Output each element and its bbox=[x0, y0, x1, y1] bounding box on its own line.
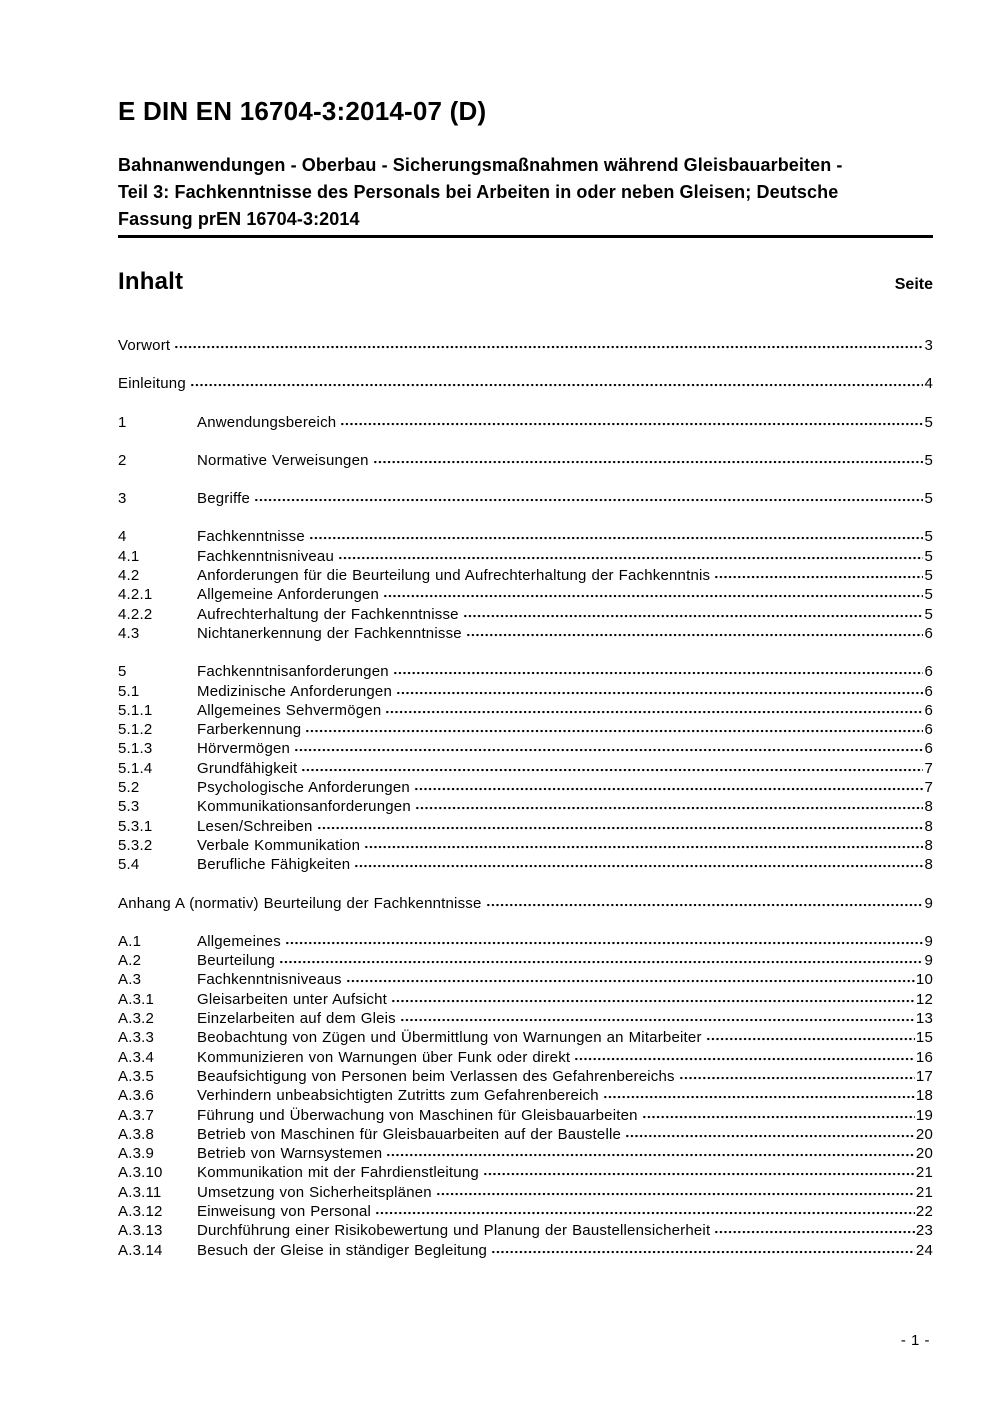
document-title-line-2: Teil 3: Fachkenntnisse des Personals bei Arbeiten in oder neben Gleisen; Deutsche bbox=[118, 182, 839, 202]
toc-leader-dots bbox=[385, 711, 923, 715]
toc-leader-dots bbox=[642, 1116, 915, 1120]
toc-entry-number: A.3.12 bbox=[118, 1202, 163, 1220]
toc-leader-dots bbox=[415, 807, 924, 811]
toc-entry-number: A.3.3 bbox=[118, 1029, 155, 1047]
toc-entry-title: Beobachtung von Zügen und Übermittlung von Warnungen an Mitarbeiter bbox=[197, 1029, 702, 1047]
toc-entry-page: 22 bbox=[915, 1202, 933, 1220]
toc-entry-title: Allgemeines Sehvermögen bbox=[197, 701, 382, 719]
toc-entry-title: Verhindern unbeabsichtigten Zutritts zum Gefahrenbereich bbox=[197, 1087, 599, 1105]
toc-entry bbox=[118, 739, 933, 758]
toc-entry bbox=[118, 894, 933, 913]
toc-leader-dots bbox=[254, 499, 923, 503]
toc-entry-title: Medizinische Anforderungen bbox=[197, 682, 392, 700]
toc-entry bbox=[118, 1163, 933, 1182]
toc-entry-number: A.3.13 bbox=[118, 1222, 163, 1240]
toc-leader-dots bbox=[463, 615, 924, 619]
toc-entry-page: 12 bbox=[915, 990, 933, 1008]
toc-entry-page: 24 bbox=[915, 1241, 933, 1259]
toc-entry-number: A.3.9 bbox=[118, 1145, 155, 1163]
toc-leader-dots bbox=[279, 961, 923, 965]
toc-leader-dots bbox=[373, 461, 924, 465]
toc-entry-page: 6 bbox=[924, 721, 933, 739]
toc-entry bbox=[118, 624, 933, 643]
toc-leader-dots bbox=[190, 384, 924, 388]
toc-entry bbox=[118, 451, 933, 470]
toc-entry-page: 6 bbox=[924, 682, 933, 700]
toc-entry bbox=[118, 1028, 933, 1047]
toc-entry-title: Betrieb von Warnsystemen bbox=[197, 1145, 383, 1163]
toc-leader-dots bbox=[174, 346, 923, 350]
toc-leader-dots bbox=[393, 672, 924, 676]
toc-entry-page: 21 bbox=[915, 1183, 933, 1201]
toc-entry-number: A.2 bbox=[118, 952, 142, 970]
toc-entry bbox=[118, 1086, 933, 1105]
toc-entry-page: 8 bbox=[924, 817, 933, 835]
toc-entry-title: Betrieb von Maschinen für Gleisbauarbeiten auf der Baustelle bbox=[197, 1125, 622, 1143]
toc-entry-number: A.3.6 bbox=[118, 1087, 155, 1105]
toc-entry-page: 8 bbox=[924, 836, 933, 854]
toc-entry-title: Durchführung einer Risikobewertung und Planung der Baustellensicherheit bbox=[197, 1222, 711, 1240]
toc-entry-title: Gleisarbeiten unter Aufsicht bbox=[197, 990, 388, 1008]
toc-entry-number: A.3.4 bbox=[118, 1048, 155, 1066]
toc-entry-title: Anwendungsbereich bbox=[197, 413, 337, 431]
page-number-footer: - 1 - bbox=[900, 1332, 930, 1349]
toc-entry bbox=[118, 1048, 933, 1067]
toc-entry bbox=[118, 527, 933, 546]
toc-entry-number: A.3.10 bbox=[118, 1164, 163, 1182]
toc-leader-dots bbox=[396, 692, 923, 696]
toc-entry-page: 21 bbox=[915, 1164, 933, 1182]
toc-entry bbox=[118, 701, 933, 720]
toc-entry-title: Kommunikation mit der Fahrdienstleitung bbox=[197, 1164, 479, 1182]
toc-entry-number: 4 bbox=[118, 528, 127, 546]
toc-entry-page: 4 bbox=[924, 375, 933, 393]
toc-leader-dots bbox=[491, 1251, 915, 1255]
toc-entry-page: 9 bbox=[924, 894, 933, 912]
toc-leader-dots bbox=[301, 769, 923, 773]
toc-entry-number: A.3.5 bbox=[118, 1067, 155, 1085]
toc-entry-page: 5 bbox=[924, 567, 933, 585]
toc-entry bbox=[118, 1125, 933, 1144]
toc-entry bbox=[118, 566, 933, 585]
toc-entry-number: A.1 bbox=[118, 932, 142, 950]
toc-entry bbox=[118, 817, 933, 836]
toc-entry-number: 4.2.1 bbox=[118, 586, 153, 604]
toc-entry-page: 8 bbox=[924, 856, 933, 874]
toc-entry-number: A.3.8 bbox=[118, 1125, 155, 1143]
toc-entry-number: 4.1 bbox=[118, 547, 140, 565]
toc-header bbox=[118, 268, 933, 296]
toc-entry-title: Farberkennung bbox=[197, 721, 302, 739]
toc-leader-dots bbox=[305, 730, 923, 734]
document-title-line-3: Fassung prEN 16704-3:2014 bbox=[118, 209, 360, 229]
toc-entry bbox=[118, 1144, 933, 1163]
toc-entry-title: Fachkenntnisniveau bbox=[197, 547, 335, 565]
toc-entry bbox=[118, 662, 933, 681]
toc-entry-title: Fachkenntnisse bbox=[197, 528, 305, 546]
toc-leader-dots bbox=[603, 1096, 915, 1100]
toc-page-column-label: Seite bbox=[894, 276, 933, 293]
toc-entry bbox=[118, 778, 933, 797]
toc-entry bbox=[118, 1221, 933, 1240]
toc-entry bbox=[118, 682, 933, 701]
toc-entry bbox=[118, 836, 933, 855]
toc-leader-dots bbox=[285, 942, 924, 946]
toc-entry-title: Kommunizieren von Warnungen über Funk oder direkt bbox=[197, 1048, 571, 1066]
toc-entry-title: Allgemeine Anforderungen bbox=[197, 586, 380, 604]
toc-entry-page: 9 bbox=[924, 952, 933, 970]
toc-entry-number: 5.1.3 bbox=[118, 740, 153, 758]
toc-entry-number: 5.1.4 bbox=[118, 759, 153, 777]
toc-entry-page: 6 bbox=[924, 663, 933, 681]
toc-entry-page: 20 bbox=[915, 1125, 933, 1143]
toc-entry-page: 5 bbox=[924, 490, 933, 508]
toc-entry-title: Einleitung bbox=[118, 375, 186, 393]
toc-entry-number: 5.2 bbox=[118, 779, 140, 797]
toc-leader-dots bbox=[714, 1231, 915, 1235]
toc-entry-number: A.3 bbox=[118, 971, 142, 989]
toc-entry bbox=[118, 413, 933, 432]
toc-leader-dots bbox=[375, 1212, 915, 1216]
toc-leader-dots bbox=[346, 980, 915, 984]
toc-entry-title: Hörvermögen bbox=[197, 740, 291, 758]
toc-entry bbox=[118, 855, 933, 874]
toc-entry-page: 17 bbox=[915, 1067, 933, 1085]
toc-entry-title: Begriffe bbox=[197, 490, 251, 508]
toc-entry-page: 16 bbox=[915, 1048, 933, 1066]
toc-entry-page: 23 bbox=[915, 1222, 933, 1240]
toc-entry-number: 4.2 bbox=[118, 567, 140, 585]
toc-entry-number: 5.3.2 bbox=[118, 836, 153, 854]
toc-leader-dots bbox=[340, 423, 923, 427]
toc-leader-dots bbox=[354, 865, 923, 869]
toc-entry bbox=[118, 951, 933, 970]
toc-entry-page: 5 bbox=[924, 586, 933, 604]
toc-entry-title: Lesen/Schreiben bbox=[197, 817, 313, 835]
toc-entry-number: 1 bbox=[118, 413, 127, 431]
toc-entry-page: 5 bbox=[924, 605, 933, 623]
toc-entry-page: 19 bbox=[915, 1106, 933, 1124]
toc-leader-dots bbox=[309, 537, 924, 541]
toc-entry-number: 5.1.1 bbox=[118, 701, 153, 719]
toc-leader-dots bbox=[706, 1038, 915, 1042]
toc-entry bbox=[118, 990, 933, 1009]
toc-leader-dots bbox=[574, 1058, 915, 1062]
toc-entry-number: 4.3 bbox=[118, 624, 140, 642]
toc-entry-title: Fachkenntnisanforderungen bbox=[197, 663, 389, 681]
toc-entry-title: Anforderungen für die Beurteilung und Aufrechterhaltung der Fachkenntnis bbox=[197, 567, 711, 585]
document-title-line-1: Bahnanwendungen - Oberbau - Sicherungsmaßnahmen während Gleisbauarbeiten - bbox=[118, 155, 843, 175]
toc-entry bbox=[118, 759, 933, 778]
toc-leader-dots bbox=[364, 846, 923, 850]
toc-entry-page: 15 bbox=[915, 1029, 933, 1047]
toc-entry-page: 7 bbox=[924, 759, 933, 777]
toc-entry-number: 4.2.2 bbox=[118, 605, 153, 623]
toc-leader-dots bbox=[486, 904, 924, 908]
toc-entry-page: 13 bbox=[915, 1010, 933, 1028]
toc-leader-dots bbox=[294, 749, 923, 753]
toc-entry-page: 9 bbox=[924, 932, 933, 950]
toc-entry bbox=[118, 1183, 933, 1202]
toc-entry-number: A.3.7 bbox=[118, 1106, 155, 1124]
toc-entry-page: 5 bbox=[924, 547, 933, 565]
toc-entry-number: A.3.11 bbox=[118, 1183, 162, 1201]
toc-entry-page: 6 bbox=[924, 740, 933, 758]
toc-entry-title: Vorwort bbox=[118, 337, 171, 354]
toc-entry-page: 8 bbox=[924, 798, 933, 816]
toc-entry bbox=[118, 336, 933, 355]
toc-entry-page: 6 bbox=[924, 624, 933, 642]
toc-entry bbox=[118, 1202, 933, 1221]
toc-entry bbox=[118, 932, 933, 951]
toc-entry-page: 10 bbox=[915, 971, 933, 989]
toc-entry-number: 5.3 bbox=[118, 798, 140, 816]
toc-entry-page: 18 bbox=[915, 1087, 933, 1105]
toc-entry-number: 5.3.1 bbox=[118, 817, 153, 835]
toc-entry bbox=[118, 1009, 933, 1028]
toc-entry-page: 7 bbox=[924, 779, 933, 797]
document-title bbox=[118, 152, 933, 238]
toc-leader-dots bbox=[391, 1000, 915, 1004]
toc-entry-title: Beaufsichtigung von Personen beim Verlassen des Gefahrenbereichs bbox=[197, 1067, 675, 1085]
toc-leader-dots bbox=[483, 1173, 915, 1177]
toc-entry bbox=[118, 489, 933, 508]
toc-entry-number: 3 bbox=[118, 490, 127, 508]
toc-entry-title: Grundfähigkeit bbox=[197, 759, 298, 777]
toc-entry-number: A.3.14 bbox=[118, 1241, 163, 1259]
toc-leader-dots bbox=[386, 1154, 915, 1158]
toc-entry bbox=[118, 797, 933, 816]
toc-entry-title: Allgemeines bbox=[197, 932, 281, 950]
toc-entry-title: Umsetzung von Sicherheitsplänen bbox=[197, 1183, 432, 1201]
toc-entry-page: 6 bbox=[924, 701, 933, 719]
toc-entry-title: Psychologische Anforderungen bbox=[197, 779, 410, 797]
toc-entry-number: 5 bbox=[118, 663, 127, 681]
toc-leader-dots bbox=[436, 1193, 915, 1197]
toc-entry bbox=[118, 970, 933, 989]
toc-entry-title: Besuch der Gleise in ständiger Begleitung bbox=[197, 1241, 488, 1259]
toc-entry-title: Verbale Kommunikation bbox=[197, 836, 361, 854]
toc-leader-dots bbox=[414, 788, 924, 792]
toc-entry-page: 20 bbox=[915, 1145, 933, 1163]
toc-entry-number: 5.1 bbox=[118, 682, 140, 700]
toc-entry-number: 5.1.2 bbox=[118, 721, 153, 739]
toc-leader-dots bbox=[679, 1077, 915, 1081]
toc-entry-title: Beurteilung bbox=[197, 952, 276, 970]
toc-entry-title: Berufliche Fähigkeiten bbox=[197, 856, 351, 874]
toc-entry-title: Aufrechterhaltung der Fachkenntnisse bbox=[197, 605, 459, 623]
toc-entry-number: 2 bbox=[118, 451, 127, 469]
toc-entry-page: 5 bbox=[924, 413, 933, 431]
toc-entry-page: 5 bbox=[924, 528, 933, 546]
toc-leader-dots bbox=[317, 827, 924, 831]
toc-entry bbox=[118, 1106, 933, 1125]
toc-entry-number: 5.4 bbox=[118, 856, 140, 874]
toc-list bbox=[118, 336, 933, 1260]
toc-entry-title: Führung und Überwachung von Maschinen für Gleisbauarbeiten bbox=[197, 1106, 638, 1124]
toc-leader-dots bbox=[714, 576, 923, 580]
toc-entry-title: Nichtanerkennung der Fachkenntnisse bbox=[197, 624, 462, 642]
toc-leader-dots bbox=[338, 557, 923, 561]
toc-entry-number: A.3.2 bbox=[118, 1010, 155, 1028]
toc-entry-title: Einzelarbeiten auf dem Gleis bbox=[197, 1010, 396, 1028]
toc-entry bbox=[118, 547, 933, 566]
toc-leader-dots bbox=[400, 1019, 915, 1023]
toc-entry bbox=[118, 605, 933, 624]
toc-entry-page: 3 bbox=[924, 337, 933, 354]
toc-leader-dots bbox=[466, 634, 924, 638]
toc-leader-dots bbox=[625, 1135, 915, 1139]
toc-entry-title: Normative Verweisungen bbox=[197, 451, 369, 469]
toc-entry-title: Einweisung von Personal bbox=[197, 1202, 372, 1220]
toc-entry bbox=[118, 720, 933, 739]
toc-heading: Inhalt bbox=[118, 268, 184, 295]
standard-number-heading: E DIN EN 16704-3:2014-07 (D) bbox=[118, 96, 487, 126]
toc-entry bbox=[118, 1241, 933, 1260]
toc-entry bbox=[118, 374, 933, 393]
toc-entry-page: 5 bbox=[924, 451, 933, 469]
toc-entry-number: A.3.1 bbox=[118, 990, 155, 1008]
toc-entry-title: Kommunikationsanforderungen bbox=[197, 798, 411, 816]
toc-entry bbox=[118, 1067, 933, 1086]
toc-entry bbox=[118, 585, 933, 604]
toc-entry-title: Fachkenntnisniveaus bbox=[197, 971, 342, 989]
toc-leader-dots bbox=[383, 595, 923, 599]
toc-entry-title: Anhang A (normativ) Beurteilung der Fachkenntnisse bbox=[118, 894, 482, 912]
